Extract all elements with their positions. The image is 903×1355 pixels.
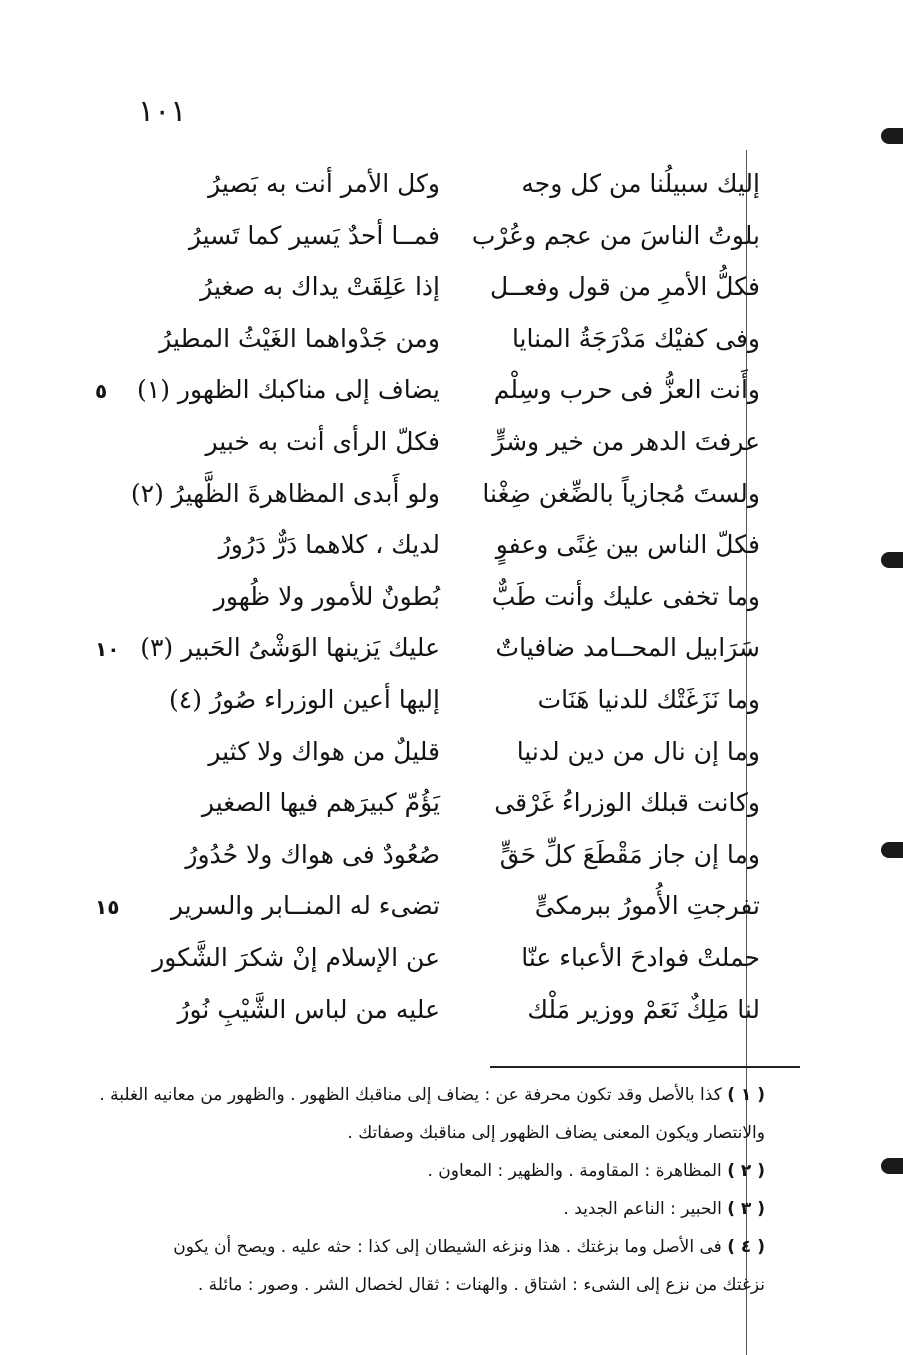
first-hemistich: وكانت قبلك الوزراءُ غَرْقى [494,788,760,818]
verse-line [140,626,760,676]
footnote-text: نزغتك من نزع إلى الشىء : اشتاق . والهنات : ثقال لخصال الشر . وصور : مائلة . [197,1275,765,1295]
first-hemistich: تفرجتِ الأُمورُ ببرمكىٍّ [534,891,760,921]
first-hemistich: وأَنت العزُّ فى حرب وسِلْم [493,375,760,405]
footnote-line [110,1114,765,1152]
footnote-separator [490,1066,800,1068]
footnote-text: فى الأصل وما بزغتك . هذا ونزغه الشيطان إلى كذا : حثه عليه . ويصح أن يكون [173,1237,722,1257]
verse-line [150,781,760,831]
verse-line [150,317,760,367]
verse-line [150,162,760,212]
edge-mark [881,128,903,144]
edge-mark [881,552,903,568]
second-hemistich: وكل الأمر أنت به بَصيرُ [208,169,440,198]
verse-line [150,575,760,625]
second-hemistich: صُعُودٌ فى هواك ولا حُدُورُ [185,839,440,869]
footnote-text: والانتصار ويكون المعنى يضاف الظهور إلى مناقبك وصفاتك . [347,1123,765,1143]
edge-mark [881,842,903,858]
second-hemistich: يَؤُمّ كبيرَهم فيها الصغير [201,788,440,818]
first-hemistich: إليك سبيلُنا من كل وجه [521,169,760,198]
footnote-line [99,1076,765,1114]
second-hemistich: ولو أَبدى المظاهرةَ الظَّهيرُ (٢) [130,478,440,508]
verse-line [150,265,760,315]
verse-line [150,988,760,1038]
verse-line [150,420,760,470]
second-hemistich: يضاف إلى مناكبك الظهور (١) [137,375,440,405]
first-hemistich: عرفتَ الدهر من خير وشرٍّ [492,427,760,456]
first-hemistich: فكلّ الناس بين غِنًى وعفوٍ [495,530,760,560]
verse-line [150,884,760,934]
first-hemistich: وما إن جاز مَقْطَعَ كلِّ حَقٍّ [499,839,760,869]
footnote-text: المظاهرة : المقاومة . والظهير : المعاون . [427,1161,722,1181]
second-hemistich: ومن جَدْواهما الغَيْثُ المطيرُ [159,323,440,353]
second-hemistich: فمــا أحدٌ يَسير كما تَسيرُ [188,220,440,250]
verse-line [150,833,760,883]
first-hemistich: سَرَابيل المحــامد ضافياتٌ [495,633,760,663]
edge-mark [881,1158,903,1174]
footnote-marker: ( ١ ) [727,1085,765,1105]
first-hemistich: لنا مَلِكٌ نَعَمْ ووزير مَلْك [527,994,760,1024]
verse-line [150,214,760,264]
page-number: ١٠١ [138,94,187,129]
second-hemistich: عن الإسلام إنْ شكرَ الشَّكور [152,943,440,972]
first-hemistich: ولستَ مُجازياً بالضِّغن ضِغْنا [482,478,760,508]
verse-line [130,472,760,522]
footnote-marker: ( ٣ ) [727,1199,765,1219]
first-hemistich: وما إن نال من دين لدنيا [516,736,760,766]
verse-line [150,936,760,986]
footnote-marker: ( ٤ ) [727,1237,765,1257]
first-hemistich: وفى كفيْك مَدْرَجَةُ المنايا [511,323,760,353]
footnote-text: كذا بالأصل وقد تكون محرفة عن : يضاف إلى مناقبك الظهور . والظهور من معانيه الغلبة . [99,1085,722,1105]
poem [130,162,760,1042]
line-number: ٥ [95,379,108,404]
second-hemistich: عليك يَزينها الوَشْىُ الحَبير (٣) [140,633,440,663]
verse-line [137,368,760,418]
first-hemistich: فكلُّ الأمرِ من قول وفعــل [490,272,760,302]
second-hemistich: قليلٌ من هواك ولا كثير [208,736,440,766]
second-hemistich: فكلّ الرأى أنت به خبير [205,427,440,456]
verse-line [150,523,760,573]
second-hemistich: بُطونٌ للأمور ولا ظُهور [213,581,440,611]
line-number: ١٠ [95,637,120,662]
second-hemistich: إليها أعين الوزراء صُورُ (٤) [169,685,440,714]
first-hemistich: وما تخفى عليك وأنت طَبٌّ [491,581,760,611]
footnotes [99,1076,765,1304]
footnote-line [110,1228,765,1266]
footnote-line [110,1190,765,1228]
first-hemistich: حملتْ فوادحَ الأعباء عنّا [521,943,760,972]
verse-line [150,730,760,780]
second-hemistich: إذا عَلِقَتْ يداك به صغيرُ [200,272,440,302]
first-hemistich: وما نَزَغَتْك للدنيا هَنَات [537,685,760,714]
line-number: ١٥ [95,895,120,920]
verse-line [150,678,760,728]
footnote-line [110,1152,765,1190]
footnote-marker: ( ٢ ) [727,1161,765,1181]
second-hemistich: تضىء له المنــابر والسرير [170,891,440,921]
second-hemistich: لديك ، كلاهما دَرٌّ دَرُورُ [218,530,440,560]
footnote-line [110,1266,765,1304]
footnote-text: الحبير : الناعم الجديد . [563,1199,722,1219]
first-hemistich: بلوتُ الناسَ من عجم وعُرْب [471,220,760,250]
second-hemistich: عليه من لباس الشَّيْبِ نُورُ [177,994,440,1024]
